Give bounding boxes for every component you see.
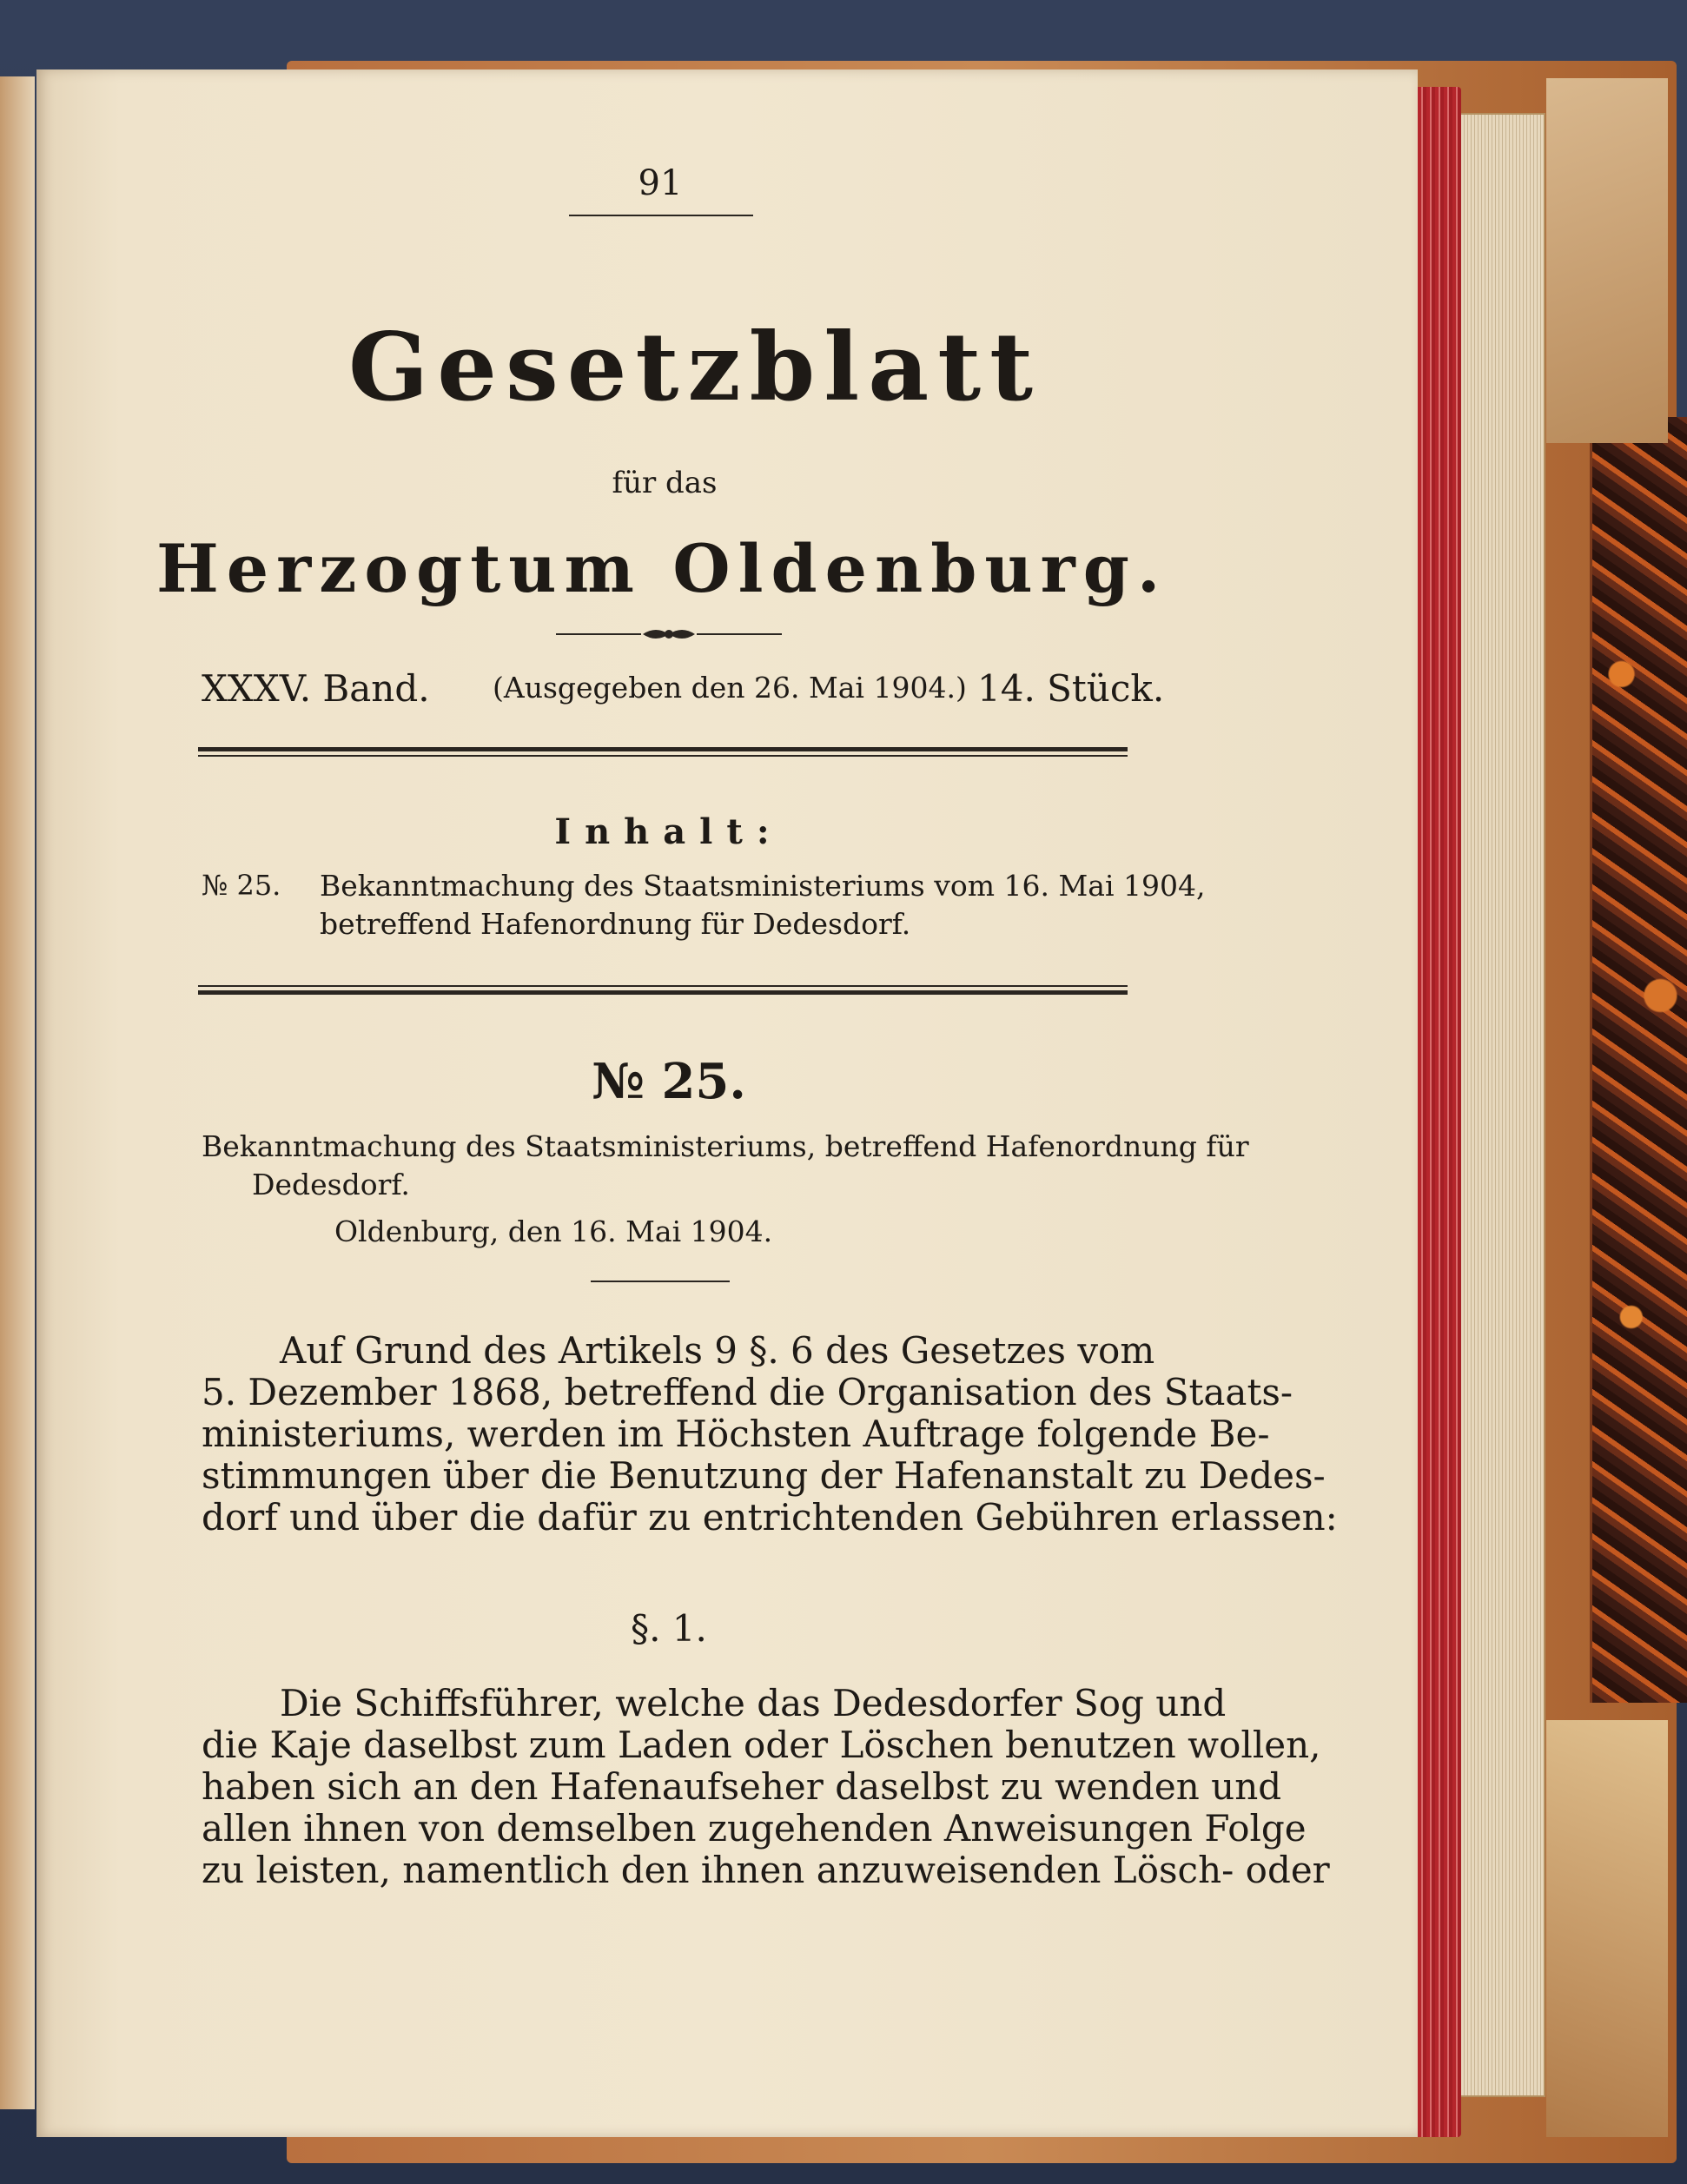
intro-line: Auf Grund des Artikels 9 §. 6 des Gesetzes vom: [280, 1329, 1155, 1372]
page-stack: [1461, 113, 1545, 2097]
paragraph-line: allen ihnen von demselben zugehenden Anweisungen Folge: [202, 1807, 1307, 1850]
paragraph-line: die Kaje daselbst zum Laden oder Löschen benutzen wollen,: [202, 1724, 1321, 1766]
intro-line: dorf und über die dafür zu entrichtenden Gebühren erlassen:: [202, 1496, 1338, 1539]
paragraph-line: zu leisten, namentlich den ihnen anzuweisenden Lösch- oder: [202, 1849, 1330, 1891]
issue-date: (Ausgegeben den 26. Mai 1904.): [493, 671, 967, 705]
header-rule-thin: [198, 755, 1128, 757]
issue-number: 14. Stück.: [977, 667, 1165, 710]
contents-heading: Inhalt:: [554, 811, 784, 852]
contents-entry-line: betreffend Hafenordnung für Dedesdorf.: [320, 907, 911, 941]
ornament-divider: [556, 622, 782, 646]
contents-entry-line: Bekanntmachung des Staatsministeriums vom 16. Mai 1904,: [320, 869, 1206, 903]
gazette-title: Gesetzblatt: [348, 313, 1042, 422]
intro-line: 5. Dezember 1868, betreffend die Organisation des Staats-: [202, 1371, 1293, 1413]
gazette-subtitle: für das: [612, 466, 718, 500]
marbled-cover-edge: [1590, 417, 1687, 1703]
cover-corner-top: [1546, 78, 1668, 443]
section-number: № 25.: [592, 1053, 746, 1110]
page-number: 91: [638, 163, 683, 203]
section-short-rule: [591, 1281, 730, 1282]
cover-corner-bottom: [1546, 1720, 1668, 2137]
intro-line: ministeriums, werden im Höchsten Auftrage folgende Be-: [202, 1413, 1270, 1455]
paragraph-label: §. 1.: [631, 1607, 707, 1650]
paragraph-line: Die Schiffsführer, welche das Dedesdorfer Sog und: [280, 1682, 1227, 1724]
state-name: Herzogtum Oldenburg.: [156, 530, 1168, 607]
section-title-line: Dedesdorf.: [252, 1168, 410, 1201]
section-date: Oldenburg, den 16. Mai 1904.: [334, 1214, 773, 1248]
section-title-line: Bekanntmachung des Staatsministeriums, betreffend Hafenordnung für: [202, 1129, 1249, 1163]
page-number-rule: [569, 215, 753, 216]
contents-entry-number: № 25.: [202, 869, 281, 902]
paragraph-line: haben sich an den Hafenaufseher daselbst zu wenden und: [202, 1765, 1282, 1808]
left-page-edge: [0, 76, 35, 2109]
volume-label: XXXV. Band.: [202, 667, 430, 710]
intro-line: stimmungen über die Benutzung der Hafenanstalt zu Dedes-: [202, 1454, 1326, 1497]
contents-rule-thin: [198, 985, 1128, 987]
header-rule-thick: [198, 747, 1128, 751]
contents-rule-thick: [198, 990, 1128, 995]
